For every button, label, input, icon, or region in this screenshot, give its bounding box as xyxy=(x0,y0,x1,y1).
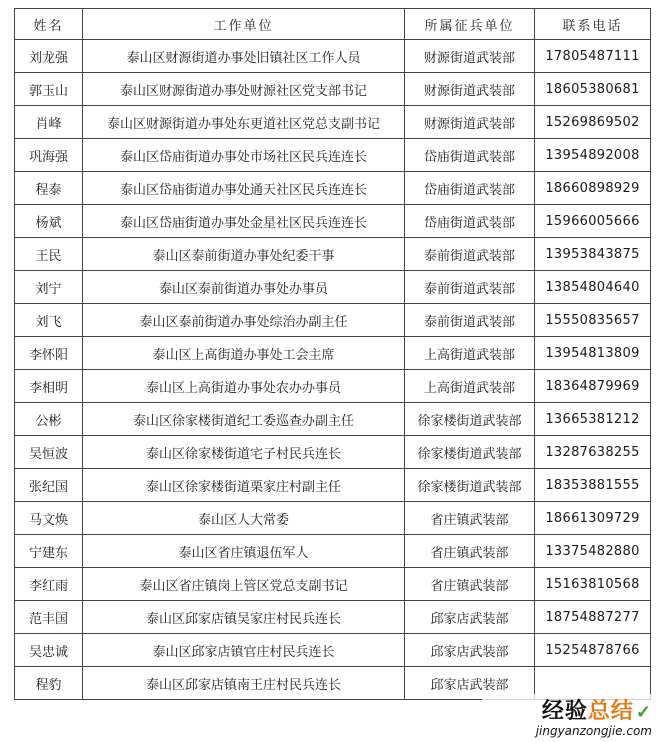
roster-sheet xyxy=(14,8,650,700)
cell-phone: 18660898929 xyxy=(535,172,651,205)
table-row xyxy=(15,370,651,403)
cell-work-unit: 泰山区泰前街道办事处纪委干事 xyxy=(83,238,405,271)
cell-work-unit: 泰山区邱家店镇官庄村民兵连长 xyxy=(83,634,405,667)
cell-name: 吴忠诚 xyxy=(15,634,83,667)
table-row xyxy=(15,601,651,634)
check-icon: ✓ xyxy=(635,702,652,723)
table-row xyxy=(15,40,651,73)
cell-recruit-unit: 邱家店武装部 xyxy=(405,634,535,667)
cell-work-unit: 泰山区岱庙街道办事处市场社区民兵连连长 xyxy=(83,139,405,172)
cell-work-unit: 泰山区徐家楼街道纪工委巡查办副主任 xyxy=(83,403,405,436)
cell-name: 范丰国 xyxy=(15,601,83,634)
table-row xyxy=(15,634,651,667)
cell-work-unit: 泰山区上高街道办事处农办办事员 xyxy=(83,370,405,403)
cell-phone: 18364879969 xyxy=(535,370,651,403)
table-row xyxy=(15,172,651,205)
cell-work-unit: 泰山区财源街道办事处财源社区党支部书记 xyxy=(83,73,405,106)
cell-recruit-unit: 泰前街道武装部 xyxy=(405,304,535,337)
cell-recruit-unit: 邱家店武装部 xyxy=(405,601,535,634)
cell-recruit-unit: 岱庙街道武装部 xyxy=(405,172,535,205)
cell-work-unit: 泰山区邱家店镇南王庄村民兵连长 xyxy=(83,667,405,700)
cell-name: 巩海强 xyxy=(15,139,83,172)
cell-recruit-unit: 上高街道武装部 xyxy=(405,337,535,370)
cell-name: 李怀阳 xyxy=(15,337,83,370)
cell-work-unit: 泰山区人大常委 xyxy=(83,502,405,535)
cell-phone: 13954813809 xyxy=(535,337,651,370)
cell-name: 程泰 xyxy=(15,172,83,205)
cell-recruit-unit: 邱家店武装部 xyxy=(405,667,535,700)
cell-recruit-unit: 省庄镇武装部 xyxy=(405,502,535,535)
cell-name: 杨斌 xyxy=(15,205,83,238)
cell-phone: 18754887277 xyxy=(535,601,651,634)
table-row xyxy=(15,106,651,139)
cell-recruit-unit: 徐家楼街道武装部 xyxy=(405,469,535,502)
table-row xyxy=(15,304,651,337)
table-row xyxy=(15,271,651,304)
table-row xyxy=(15,238,651,271)
header-phone: 联系电话 xyxy=(535,9,651,40)
contact-table xyxy=(14,8,651,700)
cell-name: 刘龙强 xyxy=(15,40,83,73)
cell-phone: 13854804640 xyxy=(535,271,651,304)
cell-name: 吴恒波 xyxy=(15,436,83,469)
cell-recruit-unit: 岱庙街道武装部 xyxy=(405,205,535,238)
site-watermark xyxy=(482,694,652,738)
cell-name: 公彬 xyxy=(15,403,83,436)
table-header-row xyxy=(15,9,651,40)
cell-phone: 18661309729 xyxy=(535,502,651,535)
cell-phone: 15254878766 xyxy=(535,634,651,667)
cell-name: 肖峰 xyxy=(15,106,83,139)
cell-work-unit: 泰山区省庄镇岗上管区党总支副书记 xyxy=(83,568,405,601)
cell-work-unit: 泰山区上高街道办事处工会主席 xyxy=(83,337,405,370)
cell-name: 郭玉山 xyxy=(15,73,83,106)
cell-recruit-unit: 泰前街道武装部 xyxy=(405,271,535,304)
table-row xyxy=(15,502,651,535)
cell-work-unit: 泰山区财源街道办事处旧镇社区工作人员 xyxy=(83,40,405,73)
watermark-logo xyxy=(542,694,652,725)
cell-recruit-unit: 省庄镇武装部 xyxy=(405,568,535,601)
cell-phone: 15163810568 xyxy=(535,568,651,601)
cell-phone: 13953843875 xyxy=(535,238,651,271)
cell-phone: 13287638255 xyxy=(535,436,651,469)
cell-phone: 18605380681 xyxy=(535,73,651,106)
cell-phone: 15966005666 xyxy=(535,205,651,238)
cell-phone: 17805487111 xyxy=(535,40,651,73)
cell-phone: 15550835657 xyxy=(535,304,651,337)
cell-name: 李相明 xyxy=(15,370,83,403)
table-row xyxy=(15,205,651,238)
table-row xyxy=(15,139,651,172)
cell-work-unit: 泰山区省庄镇退伍军人 xyxy=(83,535,405,568)
table-row xyxy=(15,436,651,469)
header-recruit-unit: 所属征兵单位 xyxy=(405,9,535,40)
table-row xyxy=(15,337,651,370)
watermark-brand-part2: 总结 xyxy=(587,698,634,724)
cell-phone: 13665381212 xyxy=(535,403,651,436)
cell-recruit-unit: 泰前街道武装部 xyxy=(405,238,535,271)
cell-name: 刘飞 xyxy=(15,304,83,337)
cell-recruit-unit: 省庄镇武装部 xyxy=(405,535,535,568)
table-body xyxy=(15,40,651,700)
header-name: 姓名 xyxy=(15,9,83,40)
cell-name: 程豹 xyxy=(15,667,83,700)
cell-name: 张纪国 xyxy=(15,469,83,502)
cell-work-unit: 泰山区邱家店镇吴家庄村民兵连长 xyxy=(83,601,405,634)
cell-name: 刘宁 xyxy=(15,271,83,304)
cell-name: 宁建东 xyxy=(15,535,83,568)
header-work-unit: 工作单位 xyxy=(83,9,405,40)
table-row xyxy=(15,568,651,601)
table-row xyxy=(15,469,651,502)
cell-phone: 15269869502 xyxy=(535,106,651,139)
cell-work-unit: 泰山区岱庙街道办事处金星社区民兵连连长 xyxy=(83,205,405,238)
table-row xyxy=(15,73,651,106)
cell-work-unit: 泰山区徐家楼街道栗家庄村副主任 xyxy=(83,469,405,502)
table-row xyxy=(15,403,651,436)
cell-name: 马文焕 xyxy=(15,502,83,535)
watermark-url: jingyanzongjie.com xyxy=(535,724,652,738)
table-row xyxy=(15,535,651,568)
cell-name: 李红雨 xyxy=(15,568,83,601)
cell-recruit-unit: 徐家楼街道武装部 xyxy=(405,403,535,436)
cell-name: 王民 xyxy=(15,238,83,271)
cell-phone: 13954892008 xyxy=(535,139,651,172)
cell-recruit-unit: 财源街道武装部 xyxy=(405,106,535,139)
cell-work-unit: 泰山区财源街道办事处东更道社区党总支副书记 xyxy=(83,106,405,139)
cell-work-unit: 泰山区泰前街道办事处综治办副主任 xyxy=(83,304,405,337)
cell-work-unit: 泰山区徐家楼街道宅子村民兵连长 xyxy=(83,436,405,469)
cell-recruit-unit: 上高街道武装部 xyxy=(405,370,535,403)
cell-phone: 13375482880 xyxy=(535,535,651,568)
cell-recruit-unit: 财源街道武装部 xyxy=(405,40,535,73)
cell-recruit-unit: 徐家楼街道武装部 xyxy=(405,436,535,469)
watermark-brand-part1: 经验 xyxy=(541,698,588,724)
cell-recruit-unit: 岱庙街道武装部 xyxy=(405,139,535,172)
cell-work-unit: 泰山区岱庙街道办事处通天社区民兵连连长 xyxy=(83,172,405,205)
cell-recruit-unit: 财源街道武装部 xyxy=(405,73,535,106)
cell-phone: 18353881555 xyxy=(535,469,651,502)
cell-work-unit: 泰山区泰前街道办事处办事员 xyxy=(83,271,405,304)
